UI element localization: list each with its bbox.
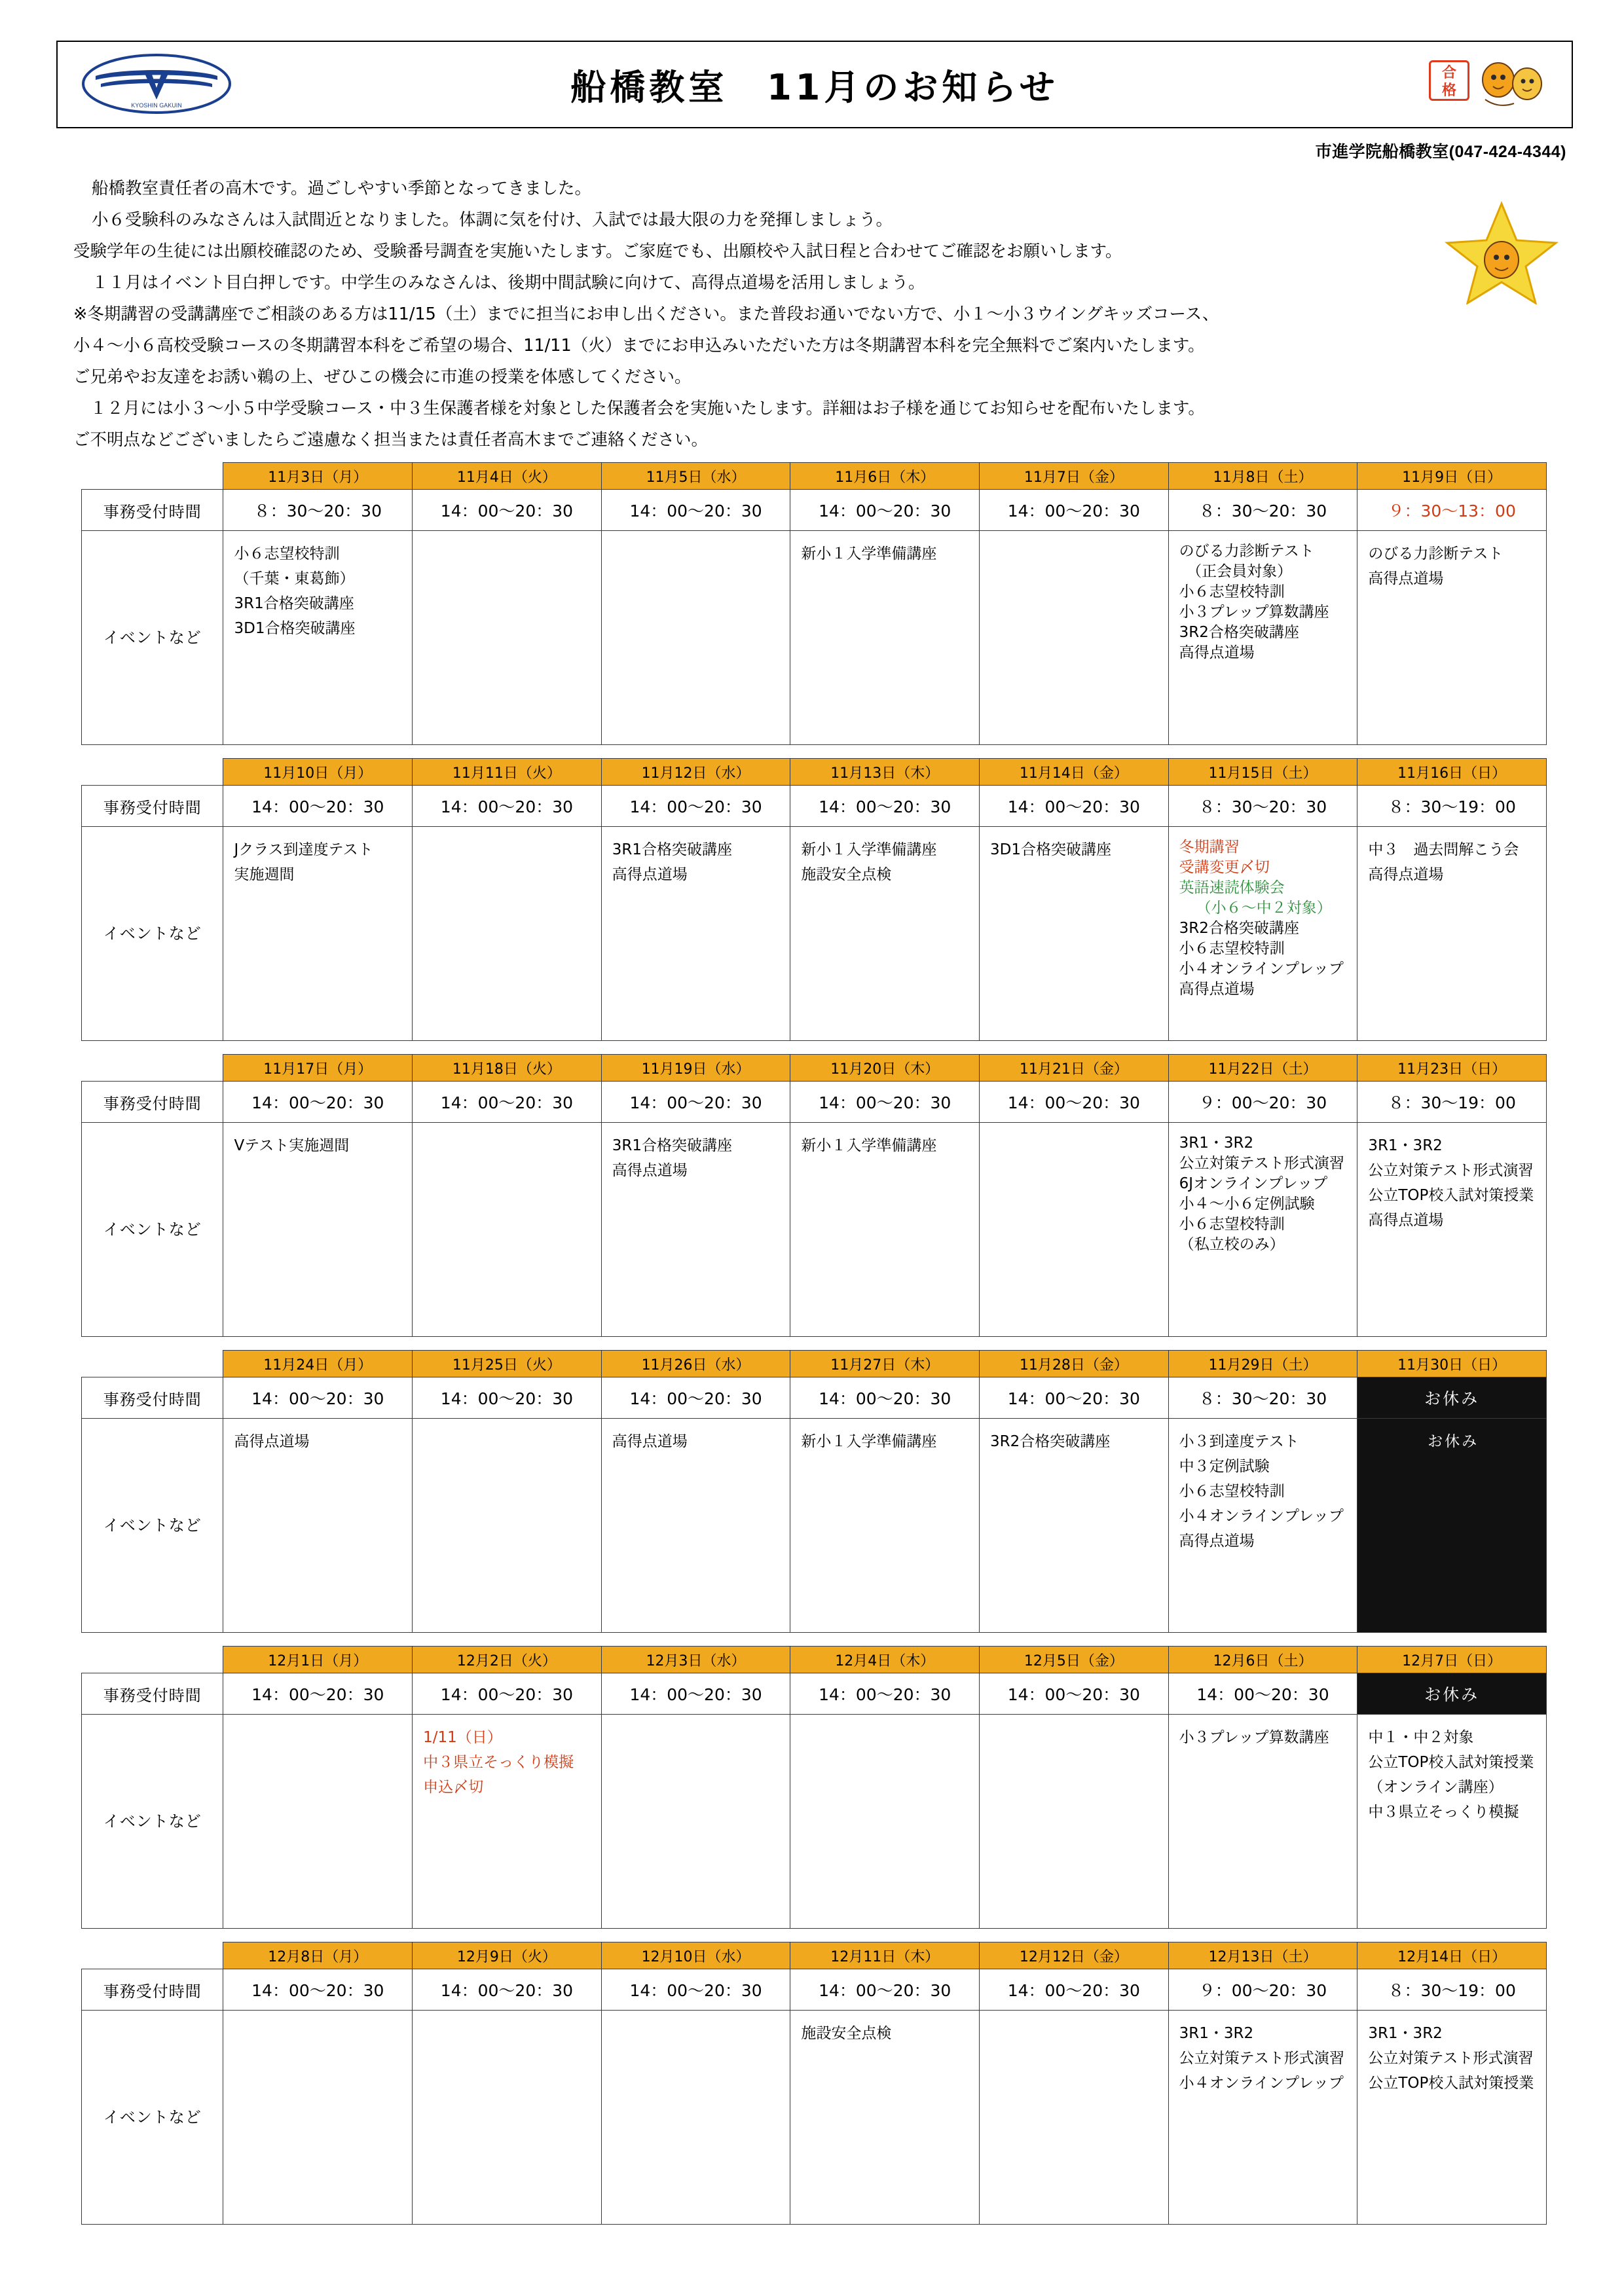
event-line: 申込〆切 <box>423 1779 484 1796</box>
event-line: 中３県立そっくり模擬 <box>1368 1804 1519 1821</box>
date-header-cell: 11月20日（木） <box>790 1055 980 1082</box>
office-hours-cell: 14：00〜20：30 <box>413 490 602 531</box>
date-header-cell: 12月6日（土） <box>1168 1647 1357 1673</box>
event-line: 新小１入学準備講座 <box>801 1137 937 1154</box>
office-hours-cell: お休み <box>1357 1377 1547 1419</box>
office-hours-label: 事務受付時間 <box>82 786 223 827</box>
office-hours-cell: 14：00〜20：30 <box>413 1082 602 1123</box>
event-cell <box>980 531 1169 745</box>
office-hours-cell: 14：00〜20：30 <box>980 1082 1169 1123</box>
office-hours-cell: 14：00〜20：30 <box>790 490 980 531</box>
event-line: 3R2合格突破講座 <box>990 1433 1111 1450</box>
office-hours-row <box>82 1082 1547 1123</box>
intro-line-1: 小６受験科のみなさんは入試間近となりました。体調に気を付け、入試では最大限の力を発揮しましょう。 <box>92 210 893 230</box>
event-cell <box>413 1715 602 1929</box>
office-hours-cell: 14：00〜20：30 <box>1168 1673 1357 1715</box>
event-cell <box>223 2011 413 2225</box>
office-hours-row <box>82 1377 1547 1419</box>
date-header-cell: 11月27日（木） <box>790 1351 980 1377</box>
intro-line-3: １１月はイベント目白押しです。中学生のみなさんは、後期中間試験に向けて、高得点道場を活用しましょう。 <box>92 273 925 293</box>
office-hours-cell: お休み <box>1357 1673 1547 1715</box>
office-hours-cell: 14：00〜20：30 <box>223 1377 413 1419</box>
event-cell <box>1168 1123 1357 1337</box>
event-line: 3R1合格突破講座 <box>612 841 732 858</box>
event-line: 3R2合格突破講座 <box>1179 920 1299 937</box>
office-hours-cell: 14：00〜20：30 <box>223 1082 413 1123</box>
event-line: 公立TOP校入試対策授業 <box>1368 2075 1534 2092</box>
event-line: 3R1・3R2 <box>1179 2025 1254 2042</box>
date-header-cell: 11月10日（月） <box>223 759 413 786</box>
date-header-cell: 11月13日（木） <box>790 759 980 786</box>
event-line: 施設安全点検 <box>801 2025 892 2042</box>
event-line: 中３ 過去問解こう会 <box>1368 841 1519 858</box>
office-hours-cell: 14：00〜20：30 <box>790 1377 980 1419</box>
event-cell <box>223 531 413 745</box>
events-row <box>82 827 1547 1041</box>
office-hours-cell: 14：00〜20：30 <box>413 1969 602 2011</box>
event-line: 小６志望校特訓 <box>234 545 340 562</box>
office-hours-cell: ８：30〜19：00 <box>1357 1082 1547 1123</box>
office-hours-row <box>82 490 1547 531</box>
office-hours-cell: 14：00〜20：30 <box>601 786 790 827</box>
event-cell <box>1168 1419 1357 1633</box>
events-row <box>82 2011 1547 2225</box>
week-spacer <box>82 1041 1547 1055</box>
schedule-table <box>81 462 1547 2225</box>
event-cell <box>1357 531 1547 745</box>
event-cell <box>980 1419 1169 1633</box>
office-hours-cell: 14：00〜20：30 <box>601 1969 790 2011</box>
event-line: （正会員対象） <box>1179 563 1293 580</box>
intro-line-8: ご不明点などございましたらご遠慮なく担当または責任者高木までご連絡ください。 <box>73 430 709 450</box>
office-hours-cell: 14：00〜20：30 <box>790 1082 980 1123</box>
date-header-cell: 11月29日（土） <box>1168 1351 1357 1377</box>
event-line: 小４オンラインプレップ <box>1179 2075 1344 2092</box>
event-line: 公立対策テスト形式演習 <box>1368 2050 1534 2067</box>
date-row-corner <box>82 759 223 786</box>
event-line: （小６〜中２対象） <box>1196 900 1332 917</box>
week-spacer-cell <box>82 1041 1547 1055</box>
event-cell <box>980 2011 1169 2225</box>
event-line: 冬期講習 <box>1179 839 1240 856</box>
date-header-cell: 11月26日（水） <box>601 1351 790 1377</box>
date-row-corner <box>82 1942 223 1969</box>
event-line: 公立対策テスト形式演習 <box>1179 2050 1344 2067</box>
date-header-cell: 11月28日（金） <box>980 1351 1169 1377</box>
date-header-cell: 12月7日（日） <box>1357 1647 1547 1673</box>
date-header-cell: 11月24日（月） <box>223 1351 413 1377</box>
date-header-cell: 12月13日（土） <box>1168 1942 1357 1969</box>
office-hours-row <box>82 1969 1547 2011</box>
date-header-cell: 12月1日（月） <box>223 1647 413 1673</box>
event-cell <box>601 1419 790 1633</box>
office-hours-row <box>82 1673 1547 1715</box>
events-label: イベントなど <box>82 1419 223 1633</box>
event-cell <box>413 827 602 1041</box>
office-hours-cell: 14：00〜20：30 <box>980 1969 1169 2011</box>
office-hours-cell: ８：30〜20：30 <box>1168 490 1357 531</box>
office-hours-cell: 14：00〜20：30 <box>980 786 1169 827</box>
office-hours-cell: 14：00〜20：30 <box>980 1673 1169 1715</box>
event-line: 小４〜小６定例試験 <box>1179 1195 1315 1212</box>
office-hours-cell: ９：00〜20：30 <box>1168 1969 1357 2011</box>
date-header-cell: 11月7日（金） <box>980 463 1169 490</box>
event-line: 新小１入学準備講座 <box>801 841 937 858</box>
event-cell <box>1357 2011 1547 2225</box>
event-line: 3R1・3R2 <box>1368 1137 1443 1154</box>
office-hours-cell: ８：30〜19：00 <box>1357 786 1547 827</box>
event-line: 受講変更〆切 <box>1179 859 1270 876</box>
event-line: 1/11（日） <box>423 1729 502 1746</box>
intro-line-2: 受験学年の生徒には出願校確認のため、受験番号調査を実施いたします。ご家庭でも、出願校や入試日程と合わせてご確認をお願いします。 <box>73 242 1122 261</box>
event-line: 高得点道場 <box>1179 981 1255 998</box>
event-cell <box>790 2011 980 2225</box>
events-label: イベントなど <box>82 2011 223 2225</box>
week-spacer-cell <box>82 1337 1547 1351</box>
office-hours-cell: ９：30〜13：00 <box>1357 490 1547 531</box>
event-cell <box>790 1419 980 1633</box>
office-hours-cell: 14：00〜20：30 <box>790 786 980 827</box>
page-title: 船橋教室 11月のお知らせ <box>570 66 1059 108</box>
event-line: 公立対策テスト形式演習 <box>1179 1155 1344 1172</box>
event-line: 施設安全点検 <box>801 866 892 883</box>
office-hours-cell: 14：00〜20：30 <box>413 1673 602 1715</box>
event-line: のびる力診断テスト <box>1179 543 1314 560</box>
event-line: 公立対策テスト形式演習 <box>1368 1162 1534 1179</box>
date-header-cell: 12月9日（火） <box>413 1942 602 1969</box>
event-cell <box>1168 827 1357 1041</box>
event-line: 3R1合格突破講座 <box>612 1137 732 1154</box>
event-cell <box>980 1123 1169 1337</box>
office-hours-cell: 14：00〜20：30 <box>601 1082 790 1123</box>
office-hours-label: 事務受付時間 <box>82 490 223 531</box>
date-row-corner <box>82 1055 223 1082</box>
date-header-cell: 11月15日（土） <box>1168 759 1357 786</box>
events-label: イベントなど <box>82 827 223 1041</box>
date-row-corner <box>82 463 223 490</box>
event-cell <box>601 2011 790 2225</box>
events-row <box>82 1715 1547 1929</box>
event-line: 6Jオンラインプレップ <box>1179 1175 1328 1192</box>
event-line: 3R1・3R2 <box>1179 1135 1254 1152</box>
event-line: 高得点道場 <box>234 1433 310 1450</box>
office-hours-cell: 14：00〜20：30 <box>980 490 1169 531</box>
office-hours-label: 事務受付時間 <box>82 1673 223 1715</box>
event-cell <box>790 827 980 1041</box>
event-line: 高得点道場 <box>1179 644 1255 661</box>
event-line: 公立TOP校入試対策授業 <box>1368 1187 1534 1204</box>
week-date-row <box>82 1055 1547 1082</box>
office-hours-row <box>82 786 1547 827</box>
date-header-cell: 11月12日（水） <box>601 759 790 786</box>
event-cell <box>980 1715 1169 1929</box>
date-header-cell: 11月22日（土） <box>1168 1055 1357 1082</box>
office-hours-cell: 14：00〜20：30 <box>223 786 413 827</box>
event-line: 小３プレップ算数講座 <box>1179 1729 1329 1746</box>
event-line: 高得点道場 <box>1368 570 1444 587</box>
event-line: 中３県立そっくり模擬 <box>423 1754 574 1771</box>
classroom-contact: 市進学院船橋教室(047-424-4344) <box>1315 143 1566 161</box>
week-spacer-cell <box>82 1929 1547 1942</box>
week-spacer <box>82 1929 1547 1942</box>
date-header-cell: 11月14日（金） <box>980 759 1169 786</box>
office-hours-cell: ９：00〜20：30 <box>1168 1082 1357 1123</box>
event-cell <box>223 1715 413 1929</box>
intro-line-0: 船橋教室責任者の高木です。過ごしやすい季節となってきました。 <box>92 179 591 198</box>
date-header-cell: 12月2日（火） <box>413 1647 602 1673</box>
office-hours-cell: 14：00〜20：30 <box>223 1969 413 2011</box>
event-line: 中１・中２対象 <box>1368 1729 1474 1746</box>
events-row <box>82 1123 1547 1337</box>
event-line: 小３到達度テスト <box>1179 1433 1299 1450</box>
date-header-cell: 11月25日（火） <box>413 1351 602 1377</box>
week-spacer-cell <box>82 745 1547 759</box>
event-line: 3D1合格突破講座 <box>990 841 1112 858</box>
office-hours-cell: 14：00〜20：30 <box>790 1969 980 2011</box>
event-line: 中３定例試験 <box>1179 1458 1270 1475</box>
office-hours-cell: ８：30〜20：30 <box>1168 786 1357 827</box>
office-hours-cell: ８：30〜20：30 <box>1168 1377 1357 1419</box>
date-header-cell: 12月10日（水） <box>601 1942 790 1969</box>
event-line: 小４オンラインプレップ <box>1179 960 1344 977</box>
week-spacer <box>82 745 1547 759</box>
date-header-cell: 11月16日（日） <box>1357 759 1547 786</box>
event-cell <box>601 1123 790 1337</box>
event-line: 高得点道場 <box>612 1433 688 1450</box>
office-hours-cell: ８：30〜19：00 <box>1357 1969 1547 2011</box>
date-header-cell: 11月18日（火） <box>413 1055 602 1082</box>
events-label: イベントなど <box>82 1715 223 1929</box>
event-line: 高得点道場 <box>1368 866 1444 883</box>
events-label: イベントなど <box>82 531 223 745</box>
event-line: 高得点道場 <box>1368 1212 1444 1229</box>
week-spacer <box>82 1633 1547 1647</box>
date-header-cell: 11月9日（日） <box>1357 463 1547 490</box>
office-hours-cell: 14：00〜20：30 <box>790 1673 980 1715</box>
week-date-row <box>82 759 1547 786</box>
date-header-cell: 12月14日（日） <box>1357 1942 1547 1969</box>
event-line: 3R1合格突破講座 <box>234 595 354 612</box>
intro-line-5: 小４〜小６高校受験コースの冬期講習本科をご希望の場合、11/11（火）までにお申込みいただいた方は冬期講習本科を完全無料でご案内いたします。 <box>73 336 1205 355</box>
event-line: 実施週間 <box>234 866 295 883</box>
event-cell <box>1357 827 1547 1041</box>
date-row-corner <box>82 1351 223 1377</box>
event-line: 新小１入学準備講座 <box>801 545 937 562</box>
date-header-cell: 11月11日（火） <box>413 759 602 786</box>
event-cell <box>1168 1715 1357 1929</box>
date-header-cell: 11月8日（土） <box>1168 463 1357 490</box>
office-hours-label: 事務受付時間 <box>82 1377 223 1419</box>
event-line: 高得点道場 <box>612 866 688 883</box>
date-header-cell: 11月5日（水） <box>601 463 790 490</box>
office-hours-cell: ８：30〜20：30 <box>223 490 413 531</box>
event-cell <box>413 2011 602 2225</box>
date-header-cell: 12月5日（金） <box>980 1647 1169 1673</box>
event-line: 小６志望校特訓 <box>1179 1216 1285 1233</box>
date-header-cell: 11月3日（月） <box>223 463 413 490</box>
mascot-graphic <box>1425 48 1556 120</box>
event-cell <box>1168 531 1357 745</box>
logo-text: KYOSHIN GAKUIN <box>131 102 182 109</box>
event-cell: お休み <box>1357 1419 1547 1633</box>
event-cell <box>1168 2011 1357 2225</box>
office-hours-label: 事務受付時間 <box>82 1969 223 2011</box>
event-line: 小６志望校特訓 <box>1179 1483 1285 1500</box>
event-line: 公立TOP校入試対策授業 <box>1368 1754 1534 1771</box>
date-header-cell: 11月30日（日） <box>1357 1351 1547 1377</box>
event-cell <box>601 1715 790 1929</box>
office-hours-cell: 14：00〜20：30 <box>223 1673 413 1715</box>
event-line: 3R2合格突破講座 <box>1179 624 1299 641</box>
event-cell <box>601 531 790 745</box>
week-spacer-cell <box>82 1633 1547 1647</box>
intro-text <box>73 175 1540 458</box>
event-line: 小６志望校特訓 <box>1179 940 1285 957</box>
event-cell <box>1357 1123 1547 1337</box>
date-row-corner <box>82 1647 223 1673</box>
office-hours-cell: 14：00〜20：30 <box>413 786 602 827</box>
event-cell <box>790 1123 980 1337</box>
event-line: Vテスト実施週間 <box>234 1137 350 1154</box>
office-hours-cell: 14：00〜20：30 <box>601 1673 790 1715</box>
week-date-row <box>82 1351 1547 1377</box>
event-line: 小４オンラインプレップ <box>1179 1508 1344 1525</box>
date-header-cell: 11月6日（木） <box>790 463 980 490</box>
event-line: 小３プレップ算数講座 <box>1179 604 1329 621</box>
event-cell <box>1357 1715 1547 1929</box>
office-hours-cell: 14：00〜20：30 <box>413 1377 602 1419</box>
date-header-cell: 11月19日（水） <box>601 1055 790 1082</box>
event-line: 高得点道場 <box>1179 1533 1255 1550</box>
events-row <box>82 1419 1547 1633</box>
pass-stamp-icon: 合 格 <box>1429 60 1469 101</box>
date-header-cell: 11月4日（火） <box>413 463 602 490</box>
header-box <box>56 41 1573 128</box>
event-cell <box>413 1419 602 1633</box>
date-header-cell: 12月3日（水） <box>601 1647 790 1673</box>
event-line: 高得点道場 <box>612 1162 688 1179</box>
events-label: イベントなど <box>82 1123 223 1337</box>
event-line: Jクラス到達度テスト <box>234 841 373 858</box>
date-header-cell: 11月17日（月） <box>223 1055 413 1082</box>
intro-line-6: ご兄弟やお友達をお誘い鵜の上、ぜひこの機会に市進の授業を体感してください。 <box>73 367 692 387</box>
event-cell <box>790 1715 980 1929</box>
event-line: （オンライン講座） <box>1368 1779 1504 1796</box>
event-line: 新小１入学準備講座 <box>801 1433 937 1450</box>
week-date-row <box>82 463 1547 490</box>
event-cell <box>223 1419 413 1633</box>
event-line: 小６志望校特訓 <box>1179 583 1285 600</box>
event-line: のびる力診断テスト <box>1368 545 1504 562</box>
office-hours-cell: 14：00〜20：30 <box>980 1377 1169 1419</box>
date-header-cell: 11月21日（金） <box>980 1055 1169 1082</box>
event-line: 3R1・3R2 <box>1368 2025 1443 2042</box>
date-header-cell: 12月12日（金） <box>980 1942 1169 1969</box>
mascot-character-icon <box>1472 54 1551 117</box>
events-row <box>82 531 1547 745</box>
office-hours-cell: 14：00〜20：30 <box>601 1377 790 1419</box>
event-cell <box>790 531 980 745</box>
date-header-cell: 12月8日（月） <box>223 1942 413 1969</box>
office-hours-label: 事務受付時間 <box>82 1082 223 1123</box>
event-cell <box>980 827 1169 1041</box>
event-line: 3D1合格突破講座 <box>234 620 356 637</box>
week-date-row <box>82 1647 1547 1673</box>
intro-line-4: ※冬期講習の受講講座でご相談のある方は11/15（土）までに担当にお申し出ください。また普段お通いでない方で、小１〜小３ウイングキッズコース、 <box>73 304 1219 324</box>
date-header-cell: 12月11日（木） <box>790 1942 980 1969</box>
event-cell <box>413 1123 602 1337</box>
event-cell <box>223 1123 413 1337</box>
date-header-cell: 11月23日（日） <box>1357 1055 1547 1082</box>
event-cell <box>601 827 790 1041</box>
week-date-row <box>82 1942 1547 1969</box>
event-line: 英語速読体験会 <box>1179 879 1285 896</box>
office-hours-cell: 14：00〜20：30 <box>601 490 790 531</box>
event-cell <box>413 531 602 745</box>
date-header-cell: 12月4日（木） <box>790 1647 980 1673</box>
intro-line-7: １２月には小３〜小５中学受験コース・中３生保護者様を対象とした保護者会を実施いたします。詳細はお子様を通じてお知らせを配布いたします。 <box>73 399 1205 418</box>
event-line: （私立校のみ） <box>1179 1236 1285 1253</box>
week-spacer <box>82 1337 1547 1351</box>
event-cell <box>223 827 413 1041</box>
event-line: （千葉・東葛飾） <box>234 570 355 587</box>
